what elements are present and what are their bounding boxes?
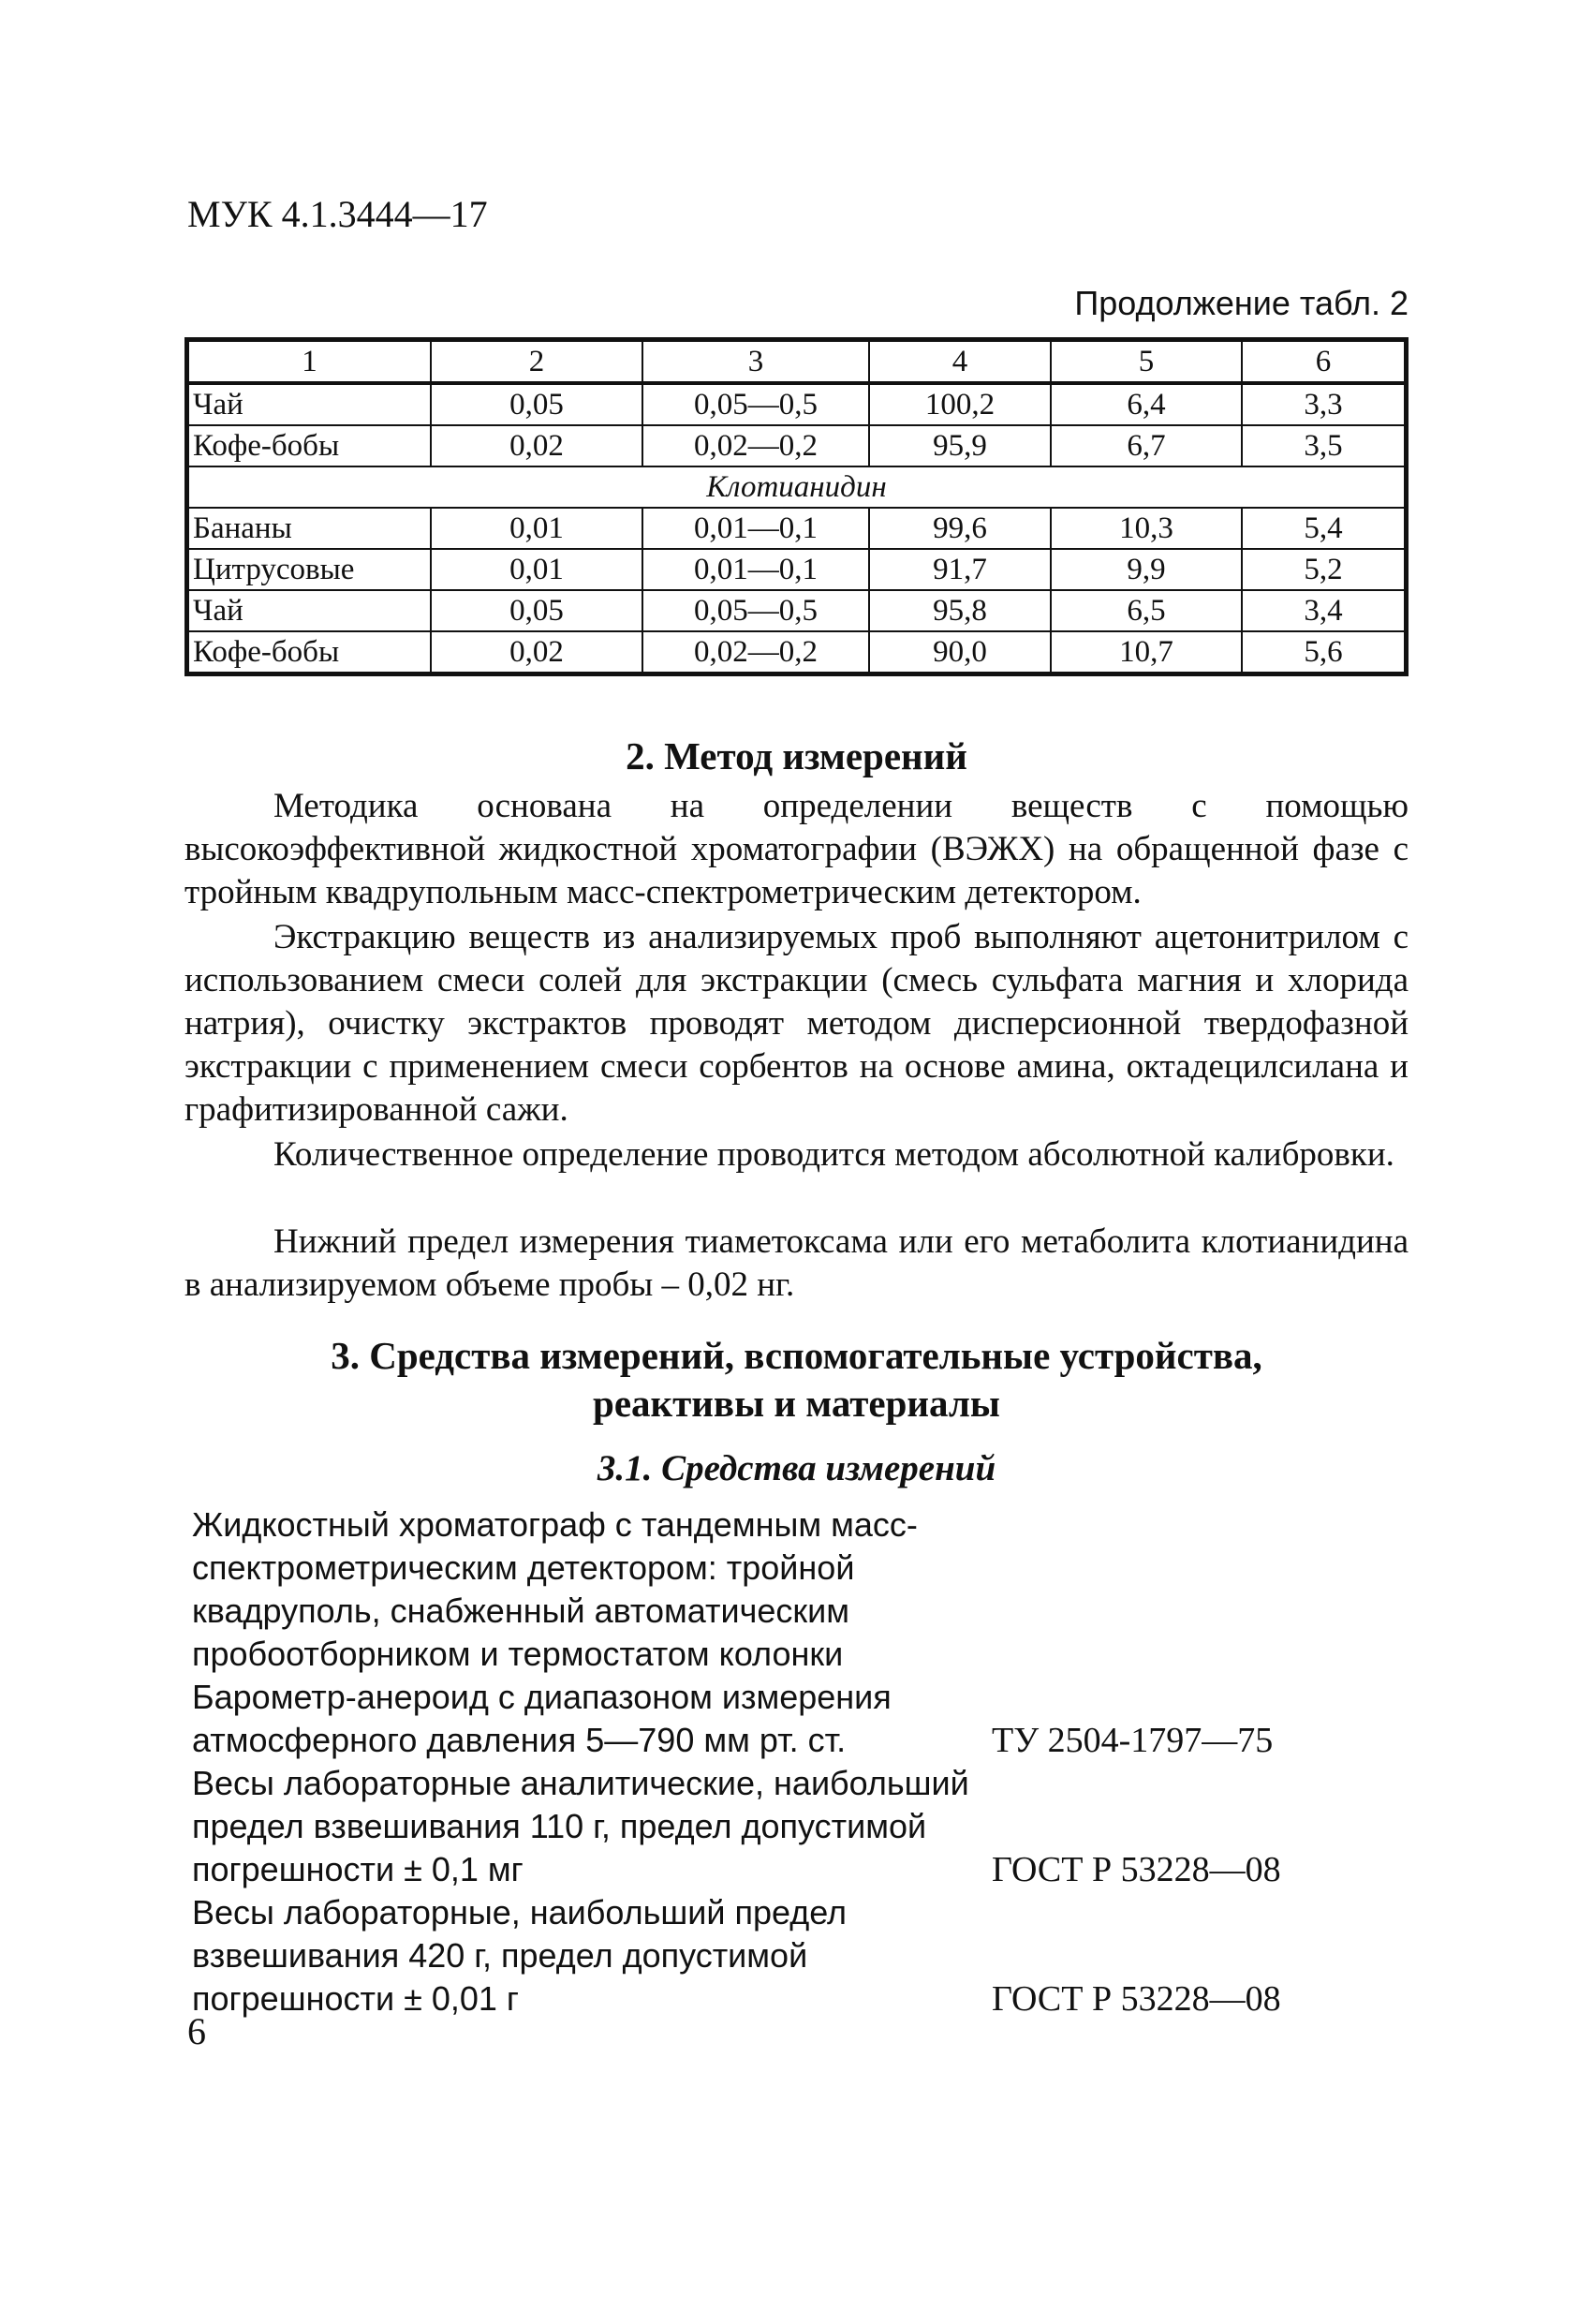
table-cell: 0,05—0,5 bbox=[642, 383, 869, 425]
table-row bbox=[187, 383, 1407, 425]
column-header: 1 bbox=[187, 340, 432, 384]
table-cell: 0,02 bbox=[431, 631, 642, 674]
table-cell: 3,3 bbox=[1242, 383, 1407, 425]
table-section-label: Клотианидин bbox=[187, 466, 1407, 508]
column-header: 3 bbox=[642, 340, 869, 384]
table-row bbox=[187, 425, 1407, 466]
table-cell: 0,01 bbox=[431, 549, 642, 590]
equipment-description: Весы лабораторные аналитические, наибольший предел взвешивания 110 г, предел допустимой погрешности ± 0,1 мг bbox=[192, 1764, 969, 1888]
table-cell: Бананы bbox=[187, 508, 432, 549]
section-2-heading: 2. Метод измерений bbox=[626, 734, 967, 777]
table-cell: Цитрусовые bbox=[187, 549, 432, 590]
table-cell: 0,05—0,5 bbox=[642, 590, 869, 631]
equipment-description: Весы лабораторные, наибольший предел взвешивания 420 г, предел допустимой погрешности ± 0,01 г bbox=[192, 1893, 848, 2018]
equipment-item bbox=[192, 1503, 1409, 1676]
paragraph: Методика основана на определении веществ с помощью высокоэффективной жидкостной хроматографии (ВЭЖХ) на обращенной фазе с тройным квадрупольным масс-спектрометрическим детектором. bbox=[184, 787, 1409, 911]
table-cell: 0,05 bbox=[431, 383, 642, 425]
table-row bbox=[187, 508, 1407, 549]
table-cell: 95,8 bbox=[869, 590, 1051, 631]
table-cell: Кофе-бобы bbox=[187, 425, 432, 466]
table-cell: 5,6 bbox=[1242, 631, 1407, 674]
equipment-item bbox=[192, 1762, 1409, 1891]
column-header: 5 bbox=[1051, 340, 1242, 384]
table-cell: 5,2 bbox=[1242, 549, 1407, 590]
equipment-standard: ГОСТ Р 53228—08 bbox=[992, 1979, 1281, 2019]
results-table bbox=[184, 337, 1409, 676]
table-header-row bbox=[187, 340, 1407, 384]
paragraph: Экстракцию веществ из анализируемых проб выполняют ацетонитрилом с использованием смеси солей для экстракции (смесь сульфата магния и хлорида натрия), очистку экстрактов проводят методом дисперсионной твердофазной экстракции с применением смеси сорбентов на основе амина, октадецилсилана и графитизированной сажи. bbox=[184, 918, 1409, 1129]
subsection-3-1-heading: 3.1. Средства измерений bbox=[597, 1448, 996, 1488]
table-cell: 5,4 bbox=[1242, 508, 1407, 549]
table-cell: 100,2 bbox=[869, 383, 1051, 425]
table-row bbox=[187, 549, 1407, 590]
table-cell: Кофе-бобы bbox=[187, 631, 432, 674]
table-cell: Чай bbox=[187, 590, 432, 631]
column-header: 4 bbox=[869, 340, 1051, 384]
table-cell: 95,9 bbox=[869, 425, 1051, 466]
table-section-row bbox=[187, 466, 1407, 508]
paragraph: Количественное определение проводится методом абсолютной калибровки. bbox=[273, 1135, 1394, 1174]
document-code: МУК 4.1.3444—17 bbox=[187, 193, 488, 235]
table-caption: Продолжение табл. 2 bbox=[1074, 284, 1409, 322]
equipment-description: Барометр-анероид с диапазоном измерения атмосферного давления 5—790 мм рт. ст. bbox=[192, 1678, 892, 1759]
table-cell: 0,02—0,2 bbox=[642, 425, 869, 466]
column-header: 6 bbox=[1242, 340, 1407, 384]
table-cell: 9,9 bbox=[1051, 549, 1242, 590]
equipment-item bbox=[192, 1676, 1409, 1762]
table-cell: 91,7 bbox=[869, 549, 1051, 590]
table-cell: 0,01—0,1 bbox=[642, 508, 869, 549]
column-header: 2 bbox=[431, 340, 642, 384]
table-cell: Чай bbox=[187, 383, 432, 425]
paragraph: Нижний предел измерения тиаметоксама или его метаболита клотианидина в анализируемом объеме пробы – 0,02 нг. bbox=[184, 1222, 1409, 1304]
table-cell: 99,6 bbox=[869, 508, 1051, 549]
section-3-heading-line: 3. Средства измерений, вспомогательные устройства, bbox=[331, 1334, 1262, 1377]
table-cell: 6,5 bbox=[1051, 590, 1242, 631]
table-cell: 10,3 bbox=[1051, 508, 1242, 549]
table-cell: 6,4 bbox=[1051, 383, 1242, 425]
table-row bbox=[187, 631, 1407, 674]
equipment-description: Жидкостный хроматограф с тандемным масс-спектрометрическим детектором: тройной квадруполь, снабженный автоматическим пробоотборником и термостатом колонки bbox=[192, 1505, 918, 1673]
table-cell: 0,02 bbox=[431, 425, 642, 466]
table-cell: 0,01—0,1 bbox=[642, 549, 869, 590]
table-row bbox=[187, 590, 1407, 631]
table-cell: 6,7 bbox=[1051, 425, 1242, 466]
table-cell: 0,01 bbox=[431, 508, 642, 549]
table-cell: 0,02—0,2 bbox=[642, 631, 869, 674]
page-number: 6 bbox=[187, 2010, 206, 2052]
table-cell: 0,05 bbox=[431, 590, 642, 631]
section-3-heading-line: реактивы и материалы bbox=[593, 1382, 1000, 1426]
equipment-list bbox=[192, 1503, 1409, 2021]
equipment-item bbox=[192, 1891, 1409, 2021]
table-cell: 3,5 bbox=[1242, 425, 1407, 466]
section-3-heading bbox=[184, 1332, 1409, 1428]
equipment-standard: ТУ 2504-1797—75 bbox=[992, 1721, 1274, 1760]
equipment-standard: ГОСТ Р 53228—08 bbox=[992, 1850, 1281, 1889]
table-cell: 3,4 bbox=[1242, 590, 1407, 631]
table-cell: 90,0 bbox=[869, 631, 1051, 674]
table-cell: 10,7 bbox=[1051, 631, 1242, 674]
